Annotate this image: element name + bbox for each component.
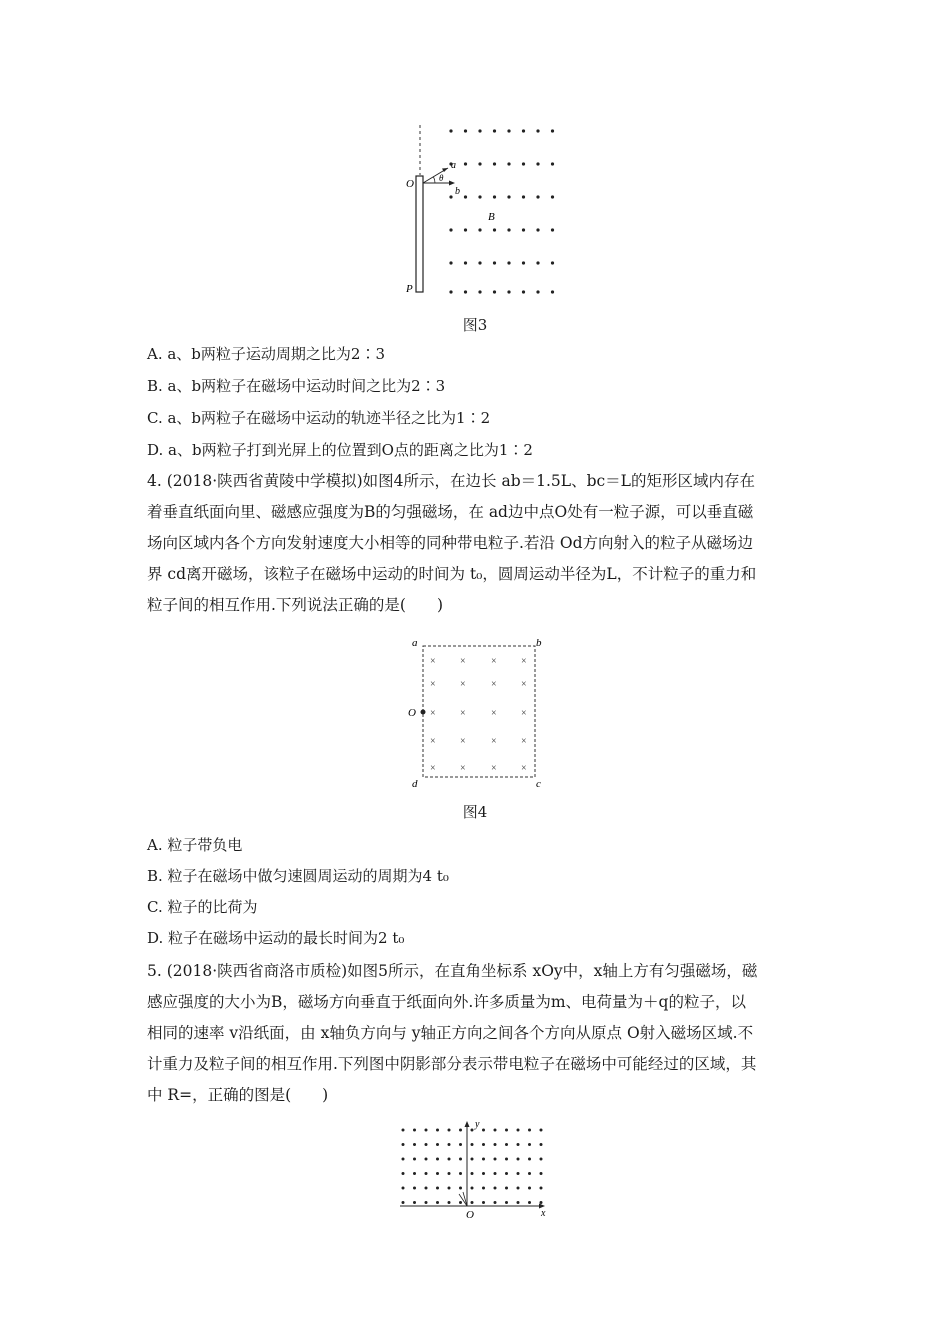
field-dot [478,228,481,231]
q3-option-c: C. a、b两粒子在磁场中运动的轨迹半径之比为1∶2 [147,409,491,427]
field-dot [507,290,510,293]
field-dot [551,290,554,293]
field-cross: × [460,656,466,667]
field-dot [551,195,554,198]
field-dot [517,1129,520,1132]
field-dot [459,1129,462,1132]
label-x: x [541,1208,546,1219]
field-dot [471,1172,474,1175]
q5-line-2: 感应强度的大小为B，磁场方向垂直于纸面向外.许多质量为m、电荷量为＋q的粒子，以 [147,993,746,1011]
q5-line-3: 相同的速率 v沿纸面，由 x轴负方向与 y轴正方向之间各个方向从原点 O射入磁场区域.不 [147,1024,754,1042]
field-dot [425,1187,428,1190]
field-dot [402,1158,405,1161]
field-dot [448,1143,451,1146]
field-dot [448,1187,451,1190]
field-dot [471,1158,474,1161]
light-screen [416,176,423,292]
field-dot [478,261,481,264]
q4-line-4: 界 cd离开磁场，该粒子在磁场中运动的时间为 t₀，圆周运动半径为L，不计粒子的重力和 [147,565,757,583]
field-dot [413,1187,416,1190]
field-dot [402,1129,405,1132]
field-dot [449,228,452,231]
field-dot [464,195,467,198]
field-dot [471,1129,474,1132]
field-dot [478,290,481,293]
q5-line-4: 计重力及粒子间的相互作用.下列图中阴影部分表示带电粒子在磁场中可能经过的区域，其 [147,1055,757,1073]
field-dot [493,129,496,132]
field-dot [494,1143,497,1146]
field-dot [540,1187,543,1190]
q4-line-3: 场向区域内各个方向发射速度大小相等的同种带电粒子.若沿 Od方向射入的粒子从磁场边 [147,534,753,552]
field-dot [436,1158,439,1161]
field-dot [517,1201,520,1204]
field-cross: × [430,708,436,719]
field-dot [493,290,496,293]
field-cross: × [460,679,466,690]
label-a: a [451,160,456,171]
field-dot [522,162,525,165]
label-B: B [488,211,495,223]
question-5-stem [147,956,807,1111]
field-cross: × [491,708,497,719]
field-dot [507,162,510,165]
label-d: d [412,778,418,790]
field-dot [507,228,510,231]
field-rectangle [423,646,535,777]
field-dot [507,261,510,264]
field-cross: × [491,763,497,774]
label-a: a [412,637,418,649]
q4-option-b: B. 粒子在磁场中做匀速圆周运动的周期为4 t₀ [147,867,449,885]
field-dot [482,1201,485,1204]
field-dot [507,195,510,198]
field-cross: × [521,763,527,774]
field-dot [517,1158,520,1161]
label-O: O [408,707,416,719]
field-dot [528,1172,531,1175]
field-dot [459,1158,462,1161]
field-dot [505,1172,508,1175]
field-dot [436,1129,439,1132]
field-dot [528,1187,531,1190]
field-dot [449,129,452,132]
field-dot [536,162,539,165]
field-dot [517,1143,520,1146]
field-dot [459,1201,462,1204]
field-dot [449,290,452,293]
field-dot [551,228,554,231]
figure-4-diagram [404,634,549,794]
figure-3-diagram [395,120,555,300]
field-dot [436,1143,439,1146]
field-dot [494,1158,497,1161]
field-cross: × [491,656,497,667]
field-dot [402,1201,405,1204]
field-dot [536,228,539,231]
field-dot [522,290,525,293]
field-dot [493,261,496,264]
field-dot [494,1187,497,1190]
field-dot [459,1172,462,1175]
magnetic-field-dots-out [449,129,554,293]
magnetic-field-crosses-in [430,656,527,774]
field-dot [540,1158,543,1161]
field-dot [449,195,452,198]
field-dot [522,261,525,264]
particle-source-O [421,710,426,715]
field-dot [448,1172,451,1175]
field-dot [536,290,539,293]
field-dot [505,1201,508,1204]
field-dot [471,1201,474,1204]
field-dot [528,1201,531,1204]
q3-option-b: B. a、b两粒子在磁场中运动时间之比为2∶3 [147,377,446,395]
field-dot [505,1129,508,1132]
label-b: b [455,186,460,197]
field-dot [425,1172,428,1175]
field-dot [494,1172,497,1175]
field-dot [402,1143,405,1146]
field-dot [540,1172,543,1175]
field-dot [505,1158,508,1161]
q3-option-d: D. a、b两粒子打到光屏上的位置到O点的距离之比为1∶2 [147,441,533,459]
magnetic-field-dots-out [402,1129,543,1205]
field-dot [522,228,525,231]
question-4-stem [147,466,807,621]
field-dot [540,1129,543,1132]
field-dot [517,1172,520,1175]
q4-line-5: 粒子间的相互作用.下列说法正确的是( ) [147,596,444,614]
field-dot [413,1172,416,1175]
field-dot [551,129,554,132]
field-dot [448,1201,451,1204]
field-dot [464,290,467,293]
field-cross: × [430,656,436,667]
figure-3 [395,120,555,300]
field-cross: × [430,679,436,690]
field-dot [436,1201,439,1204]
field-cross: × [460,708,466,719]
figure-3-caption: 图3 [462,316,488,334]
field-cross: × [430,763,436,774]
field-dot [448,1129,451,1132]
q4-line-2: 着垂直纸面向里、磁感应强度为B的匀强磁场，在 ad边中点O处有一粒子源，可以垂直磁 [147,503,754,521]
field-cross: × [521,679,527,690]
field-cross: × [460,763,466,774]
field-dot [448,1158,451,1161]
q4-option-c: C. 粒子的比荷为 [147,898,258,916]
field-dot [425,1158,428,1161]
field-dot [478,195,481,198]
q4-line-1: 4. (2018·陕西省黄陵中学模拟)如图4所示，在边长 ab＝1.5L、bc＝L的矩形区域内存在 [147,472,755,490]
field-dot [402,1187,405,1190]
field-dot [482,1158,485,1161]
field-dot [482,1172,485,1175]
field-dot [464,228,467,231]
field-dot [540,1201,543,1204]
field-dot [425,1201,428,1204]
field-dot [449,261,452,264]
q3-option-a: A. a、b两粒子运动周期之比为2∶3 [147,345,386,363]
label-c: c [536,778,541,790]
field-dot [493,195,496,198]
field-dot [471,1187,474,1190]
field-dot [517,1187,520,1190]
field-dot [482,1143,485,1146]
field-dot [536,129,539,132]
field-dot [436,1172,439,1175]
field-dot [459,1187,462,1190]
field-dot [493,162,496,165]
field-dot [436,1187,439,1190]
field-dot [413,1129,416,1132]
field-dot [413,1201,416,1204]
field-dot [540,1143,543,1146]
label-P: P [406,283,413,295]
label-O: O [406,178,414,190]
field-dot [464,129,467,132]
label-O: O [466,1209,474,1221]
field-dot [478,129,481,132]
figure-4-caption: 图4 [462,803,488,821]
field-dot [528,1158,531,1161]
field-dot [402,1172,405,1175]
figure-4 [404,634,549,794]
field-dot [551,261,554,264]
field-dot [459,1143,462,1146]
field-dot [494,1129,497,1132]
field-cross: × [430,736,436,747]
label-theta: θ [439,173,444,183]
q5-line-5: 中 R=，正确的图是( ) [147,1086,329,1104]
field-dot [522,129,525,132]
field-dot [536,261,539,264]
label-y: y [475,1119,480,1130]
field-dot [507,129,510,132]
field-cross: × [521,736,527,747]
field-dot [425,1129,428,1132]
field-cross: × [460,736,466,747]
field-cross: × [521,656,527,667]
field-dot [494,1201,497,1204]
field-dot [413,1143,416,1146]
field-dot [522,195,525,198]
figure-5-diagram [395,1118,560,1222]
field-dot [505,1187,508,1190]
field-dot [464,261,467,264]
q5-line-1: 5. (2018·陕西省商洛市质检)如图5所示，在直角坐标系 xOy中，x轴上方有匀强磁场，磁 [147,962,758,980]
field-dot [528,1129,531,1132]
field-dot [482,1129,485,1132]
field-cross: × [521,708,527,719]
field-dot [464,162,467,165]
field-dot [425,1143,428,1146]
field-dot [471,1143,474,1146]
field-dot [478,162,481,165]
field-dot [505,1143,508,1146]
field-dot [413,1158,416,1161]
field-cross: × [491,679,497,690]
q4-option-d: D. 粒子在磁场中运动的最长时间为2 t₀ [147,929,405,947]
field-dot [482,1187,485,1190]
field-dot [528,1143,531,1146]
field-cross: × [491,736,497,747]
field-dot [493,228,496,231]
label-b: b [536,637,542,649]
q4-option-a: A. 粒子带负电 [147,836,243,854]
figure-5 [395,1118,560,1222]
field-dot [551,162,554,165]
field-dot [536,195,539,198]
